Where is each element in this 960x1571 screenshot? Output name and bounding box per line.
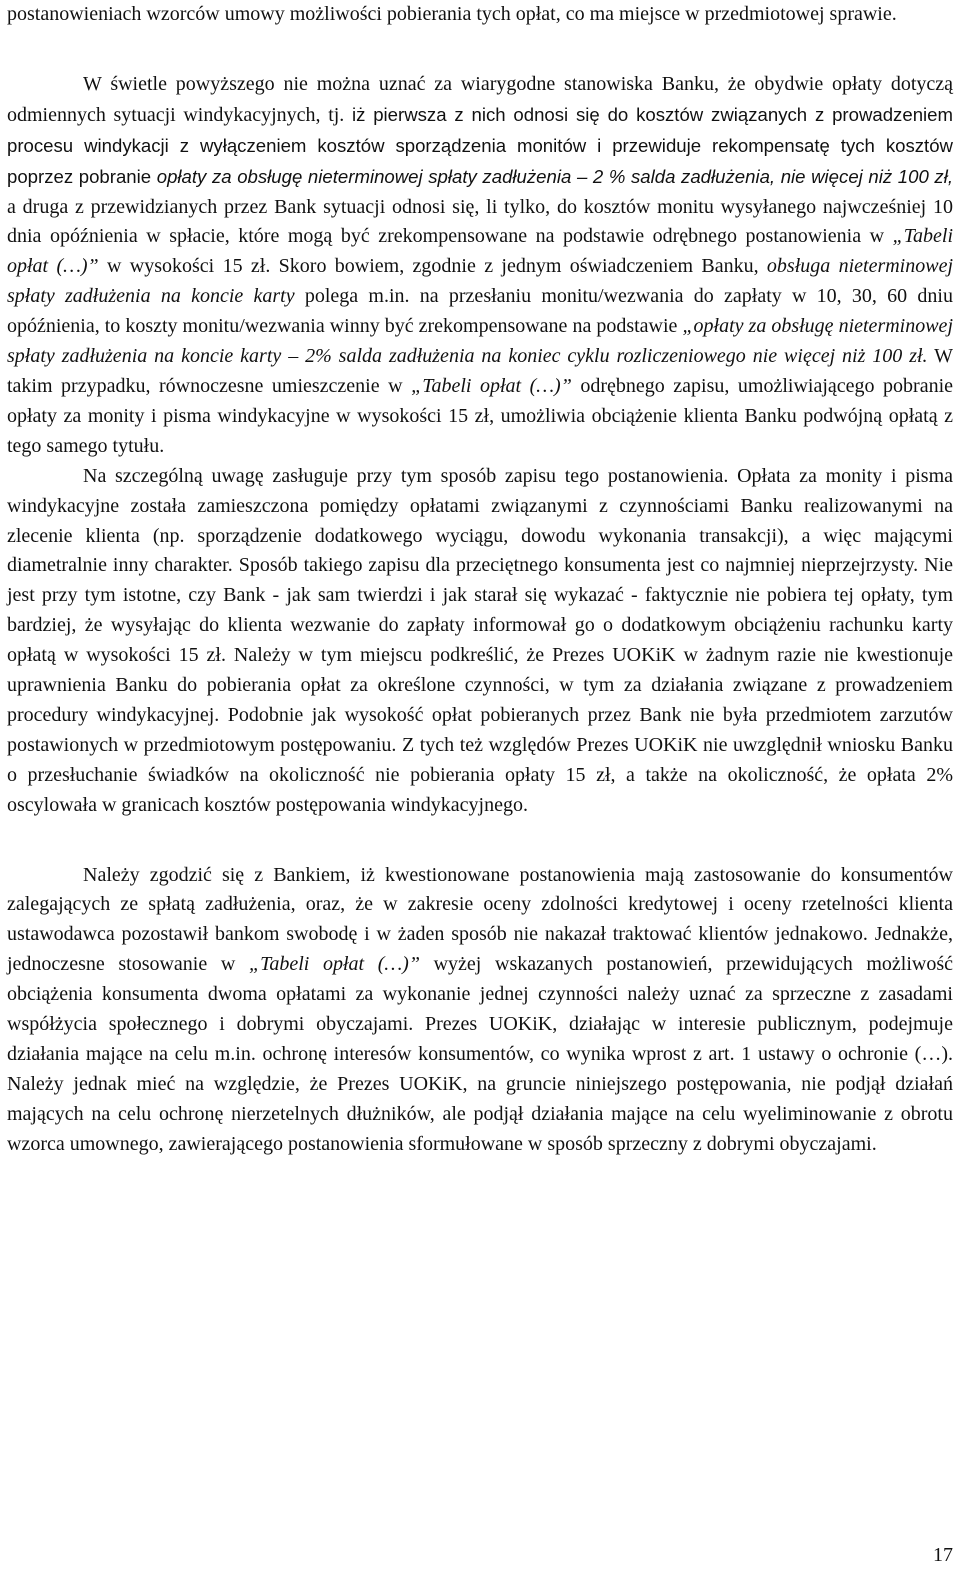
paragraph-fee-analysis bbox=[7, 70, 953, 462]
paragraph-gap bbox=[7, 821, 953, 861]
text-span: postanowieniach wzorców umowy możliwości pobierania tych opłat, co ma miejsce w przedmiotowej sprawie. bbox=[7, 3, 897, 25]
paragraph-gap bbox=[7, 30, 953, 70]
paragraph-continuation bbox=[7, 0, 953, 30]
text-span-italic: „Tabeli opłat (…)” bbox=[7, 225, 953, 278]
text-span: Należy zgodzić się z Bankiem, iż kwestionowane postanowienia mają zastosowanie do konsumentów zalegających ze spłatą zadłużenia, oraz, że w zakresie oceny zdolności kredytowej i oceny rzetelności klienta ustawodawca pozostawił bankom swobodę i w żaden sposób nie nakazał traktować klientów jednakowo. Jednakże, jednoczesne stosowanie w bbox=[7, 863, 953, 976]
text-span: w wysokości 15 zł. Skoro bowiem, zgodnie z jednym oświadczeniem Banku, bbox=[98, 255, 767, 278]
paragraph-record-method bbox=[7, 462, 953, 821]
page-number: 17 bbox=[933, 1544, 953, 1566]
document-page bbox=[7, 0, 953, 1160]
text-span: Na szczególną uwagę zasługuje przy tym sposób zapisu tego postanowienia. Opłata za monity i pisma windykacyjne została zamieszczona pomiędzy opłatami związanymi z czynnościami Banku realizowanymi na zlecenie klienta (np. sporządzenie dodatkowego wyciągu, dowodu wykonania transakcji), a więc mającymi diametralnie inny charakter. Sposób takiego zapisu dla przeciętnego konsumenta jest co najmniej nieprzejrzysty. Nie jest przy tym istotne, czy Bank - jak sam twierdzi i jak starał się wykazać - faktycznie nie pobiera tej opłaty, tym bardziej, że wysyłając do klienta wezwanie do zapłaty informował go o dodatkowym obciążeniu rachunku karty opłatą w wysokości 15 zł. Należy w tym miejscu podkreślić, że Prezes UOKiK w żadnym razie nie kwestionuje uprawnienia Banku do pobierania opłat za określone czynności, w tym za działania związane z prowadzeniem procedury windykacyjnej. Podobnie jak wysokość opłat pobieranych przez Bank nie była przedmiotem zarzutów postawionych w przedmiotowym postępowaniu. Z tych też względów Prezes UOKiK nie uwzględnił wniosku Banku o przesłuchanie świadków na okoliczność nie pobierania opłaty 15 zł, a także na okoliczność, że opłata 2% oscylowała w granicach kosztów postępowania windykacyjnego. bbox=[7, 464, 953, 816]
text-span-italic: obsługa nieterminowej spłaty zadłużenia na koncie karty bbox=[7, 255, 954, 308]
text-span: W świetle powyższego nie można uznać za wiarygodne stanowiska Banku, że obydwie opłaty dotyczą odmiennych sytuacji windykacyjnych, tj. bbox=[7, 72, 953, 126]
text-span-sans-italic: opłaty za obsługę nieterminowej spłaty zadłużenia – 2 % salda zadłużenia, nie więcej niż 100 zł, bbox=[156, 165, 953, 187]
text-span-italic: „Tabeli opłat (…)” bbox=[248, 953, 420, 976]
text-span: polega m.in. na przesłaniu monitu/wezwania do zapłaty w 10, 30, 60 dniu opóźnienia, to koszty monitu/wezwania winny być zrekompensowane na podstawie bbox=[7, 285, 953, 338]
text-span: odrębnego zapisu, umożliwiającego pobranie opłaty za monity i pisma windykacyjne w wysokości 15 zł, umożliwia obciążenie klienta Banku podwójną opłatą z tego samego tytułu. bbox=[7, 374, 954, 457]
text-span-italic: „opłaty za obsługę nieterminowej spłaty zadłużenia na koncie karty – 2% salda zadłużenia na koniec cyklu rozliczeniowego nie więcej niż 100 zł. bbox=[7, 315, 953, 368]
text-span-sans: iż pierwsza z nich odnosi się do kosztów związanych z prowadzeniem procesu windykacji z wyłączeniem kosztów sporządzenia monitów i przewiduje rekompensatę tych kosztów poprzez pobranie bbox=[7, 103, 953, 187]
text-span-italic: „Tabeli opłat (…)” bbox=[411, 374, 572, 397]
paragraph-conclusion bbox=[7, 861, 953, 1160]
text-span: wyżej wskazanych postanowień, przewidujących możliwość obciążenia konsumenta dwoma opłatami za wykonanie jednej czynności należy uznać za sprzeczne z zasadami współżycia społecznego i dobrymi obyczajami. Prezes UOKiK, działając w interesie publicznym, podejmuje działania mające na celu m.in. ochronę interesów konsumentów, co wynika wprost z art. 1 ustawy o ochronie (…). Należy jednak mieć na względzie, że Prezes UOKiK, na gruncie niniejszego postępowania, nie podjął działań mających na celu ochronę nierzetelnych dłużników, ale podjął działania mające na celu wyeliminowanie z obrotu wzorca umownego, zawierającego postanowienia sformułowane w sposób sprzeczny z dobrymi obyczajami. bbox=[7, 953, 953, 1155]
text-span: a druga z przewidzianych przez Bank sytuacji odnosi się, li tylko, do kosztów monitu wysyłanego najwcześniej 10 dnia opóźnienia w spłacie, które mogą być zrekompensowane na podstawie odrębnego postanowienia w bbox=[7, 195, 953, 248]
text-span: W takim przypadku, równoczesne umieszczenie w bbox=[7, 345, 953, 397]
